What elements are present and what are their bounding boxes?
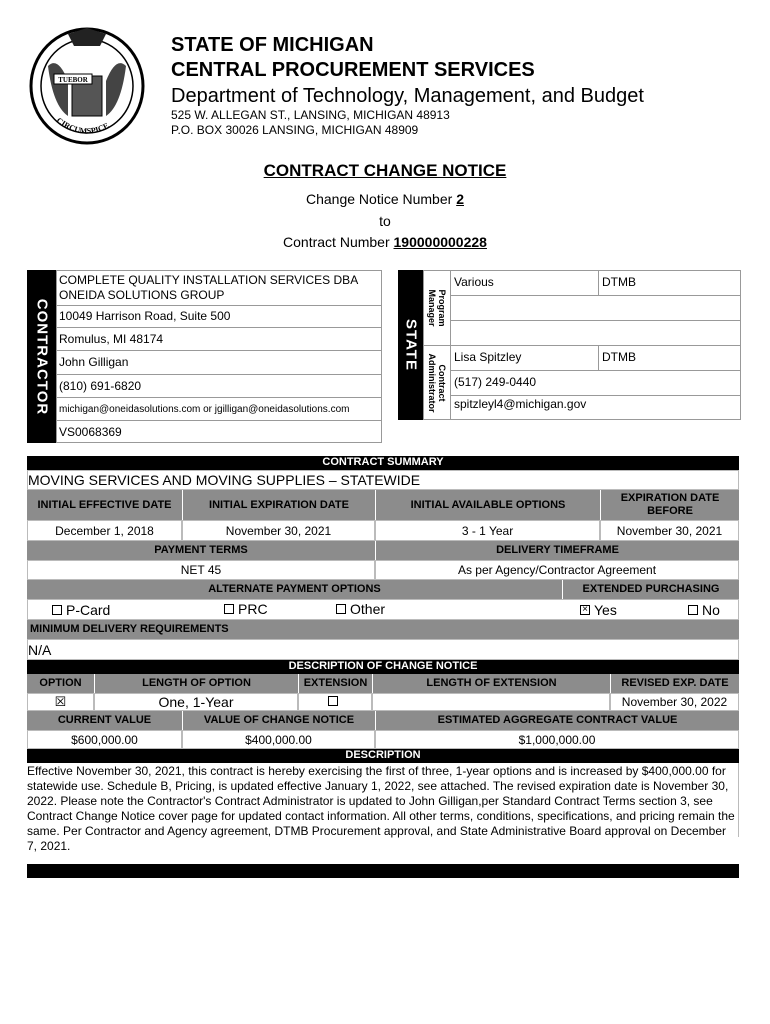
current-value: $600,000.00 xyxy=(27,730,182,749)
divider xyxy=(598,345,599,370)
header-expiration-date-before: EXPIRATION DATE BEFORE xyxy=(600,490,739,520)
description-band: DESCRIPTION xyxy=(27,749,739,763)
footer-band xyxy=(27,864,739,878)
header-address-1: 525 W. ALLEGAN ST., LANSING, MICHIGAN 48913 xyxy=(171,108,450,122)
state-side-label xyxy=(398,270,423,420)
yes-label: Yes xyxy=(594,602,617,618)
program-manager-label: Program Manager xyxy=(427,277,447,339)
divider xyxy=(738,763,739,837)
length-of-extension xyxy=(372,693,610,711)
divider xyxy=(450,295,741,296)
state-label-text: STATE xyxy=(402,319,419,371)
program-manager-side xyxy=(424,271,450,345)
minimum-delivery-row xyxy=(27,639,739,660)
contractor-phone: (810) 691-6820 xyxy=(59,379,142,393)
contractor-side-label xyxy=(27,270,57,443)
divider xyxy=(423,345,741,346)
header-extension: EXTENSION xyxy=(298,674,372,693)
divider xyxy=(56,397,382,398)
yes-checkbox-checked[interactable]: × xyxy=(580,605,590,615)
option-checkbox-checked[interactable]: ☒ xyxy=(27,693,94,711)
payment-terms: NET 45 xyxy=(27,560,375,580)
contract-administrator-dept: DTMB xyxy=(602,350,636,364)
header-initial-effective-date: INITIAL EFFECTIVE DATE xyxy=(27,490,182,520)
change-notice-number: 2 xyxy=(456,191,464,207)
header-initial-available-options: INITIAL AVAILABLE OPTIONS xyxy=(375,490,600,520)
contract-administrator-label: Contract Administrator xyxy=(427,350,447,416)
change-notice-number-line xyxy=(0,191,770,207)
header-minimum-delivery: MINIMUM DELIVERY REQUIREMENTS xyxy=(27,620,739,639)
extended-yes-option[interactable] xyxy=(580,602,617,618)
program-manager-dept: DTMB xyxy=(602,275,636,289)
header-estimated-aggregate: ESTIMATED AGGREGATE CONTRACT VALUE xyxy=(375,711,739,730)
divider xyxy=(450,370,741,371)
contract-number-line xyxy=(0,234,770,250)
vendor-id: VS0068369 xyxy=(59,425,122,439)
other-checkbox[interactable] xyxy=(336,604,346,614)
header-dept: Department of Technology, Management, and Budget xyxy=(171,85,644,107)
pcard-checkbox[interactable] xyxy=(52,605,62,615)
contractor-email: michigan@oneidasolutions.com or jgilligan@oneidasolutions.com xyxy=(59,404,350,415)
minimum-delivery-value: N/A xyxy=(28,642,52,658)
initial-available-options: 3 - 1 Year xyxy=(375,520,600,541)
contract-number: 190000000228 xyxy=(393,234,487,250)
length-of-option: One, 1-Year xyxy=(94,693,298,711)
no-checkbox[interactable] xyxy=(688,605,698,615)
header-extended-purchasing: EXTENDED PURCHASING xyxy=(562,580,739,599)
divider xyxy=(56,374,382,375)
divider xyxy=(56,327,382,328)
divider xyxy=(56,305,382,306)
header-delivery-timeframe: DELIVERY TIMEFRAME xyxy=(375,541,739,560)
header-state: STATE OF MICHIGAN xyxy=(171,34,374,56)
extension-checkbox[interactable] xyxy=(328,696,338,706)
pcard-label: P-Card xyxy=(66,602,111,618)
contractor-label-text: CONTRACTOR xyxy=(33,298,51,415)
notice-title: CONTRACT CHANGE NOTICE xyxy=(263,161,507,180)
seal-text-bottom: CIRCUMSPICE xyxy=(54,115,111,136)
divider xyxy=(450,320,741,321)
contract-administrator-email: spitzleyl4@michigan.gov xyxy=(454,397,587,411)
expiration-date-before: November 30, 2021 xyxy=(600,520,739,541)
header-current-value: CURRENT VALUE xyxy=(27,711,182,730)
estimated-aggregate-value: $1,000,000.00 xyxy=(375,730,739,749)
state-seal xyxy=(28,26,146,146)
header-cps: CENTRAL PROCUREMENT SERVICES xyxy=(171,59,535,81)
prc-label: PRC xyxy=(238,601,268,617)
contractor-contact: John Gilligan xyxy=(59,355,129,369)
other-option[interactable] xyxy=(336,601,385,617)
header-alternate-payment-options: ALTERNATE PAYMENT OPTIONS xyxy=(27,580,562,599)
header-payment-terms: PAYMENT TERMS xyxy=(27,541,375,560)
contractor-address-2: Romulus, MI 48174 xyxy=(59,332,164,346)
header-length-of-extension: LENGTH OF EXTENSION xyxy=(372,674,610,693)
contract-administrator-side xyxy=(424,346,450,419)
no-label: No xyxy=(702,602,720,618)
contract-number-label: Contract Number xyxy=(283,234,394,250)
header-address-2: P.O. BOX 30026 LANSING, MICHIGAN 48909 xyxy=(171,123,419,137)
delivery-timeframe: As per Agency/Contractor Agreement xyxy=(375,560,739,580)
divider xyxy=(56,350,382,351)
divider xyxy=(56,420,382,421)
seal-text-top: TUEBOR xyxy=(58,76,88,84)
change-description-text: Effective November 30, 2021, this contract is hereby exercising the first of three, 1-year options and is increased by $400,000.00 for statewide use. Schedule B, Pricing, is updated effective January 1, 2022, see attached. The revised expiration date is November 30, 2022. Please note the Contractor's Contract Administrator is updated to John Gilligan,per Standard Contract Terms section 3, see Contract Change Notice cover page for updated contact information. All other terms, conditions, specifications, and pricing remain the same. Per Contractor and Agency agreement, DTMB Procurement approval, and State Administrative Board approval on December 7, 2021. xyxy=(27,764,735,853)
to-line: to xyxy=(379,213,391,229)
prc-option[interactable] xyxy=(224,601,268,617)
header-length-of-option: LENGTH OF OPTION xyxy=(94,674,298,693)
divider xyxy=(598,270,599,295)
contract-summary-band: CONTRACT SUMMARY xyxy=(27,456,739,470)
contractor-address-1: 10049 Harrison Road, Suite 500 xyxy=(59,309,231,323)
value-of-change-notice: $400,000.00 xyxy=(182,730,375,749)
divider xyxy=(450,395,741,396)
change-notice-label: Change Notice Number xyxy=(306,191,457,207)
other-label: Other xyxy=(350,601,386,617)
header-revised-exp-date: REVISED EXP. DATE xyxy=(610,674,739,693)
initial-effective-date: December 1, 2018 xyxy=(27,520,182,541)
initial-expiration-date: November 30, 2021 xyxy=(182,520,375,541)
contract-administrator-name: Lisa Spitzley xyxy=(454,350,522,364)
header-initial-expiration-date: INITIAL EXPIRATION DATE xyxy=(182,490,375,520)
revised-exp-date: November 30, 2022 xyxy=(610,693,739,711)
header-option: OPTION xyxy=(27,674,94,693)
extension-cell xyxy=(298,693,372,711)
contract-administrator-phone: (517) 249-0440 xyxy=(454,375,537,389)
change-notice-band: DESCRIPTION OF CHANGE NOTICE xyxy=(27,660,739,674)
summary-description: MOVING SERVICES AND MOVING SUPPLIES – STATEWIDE xyxy=(28,472,421,488)
prc-checkbox[interactable] xyxy=(224,604,234,614)
extended-no-option[interactable] xyxy=(688,602,720,618)
header-value-of-change: VALUE OF CHANGE NOTICE xyxy=(182,711,375,730)
program-manager-name: Various xyxy=(454,275,494,289)
pcard-option[interactable] xyxy=(52,602,110,618)
contractor-name: COMPLETE QUALITY INSTALLATION SERVICES DBA ONEIDA SOLUTIONS GROUP xyxy=(59,273,358,302)
